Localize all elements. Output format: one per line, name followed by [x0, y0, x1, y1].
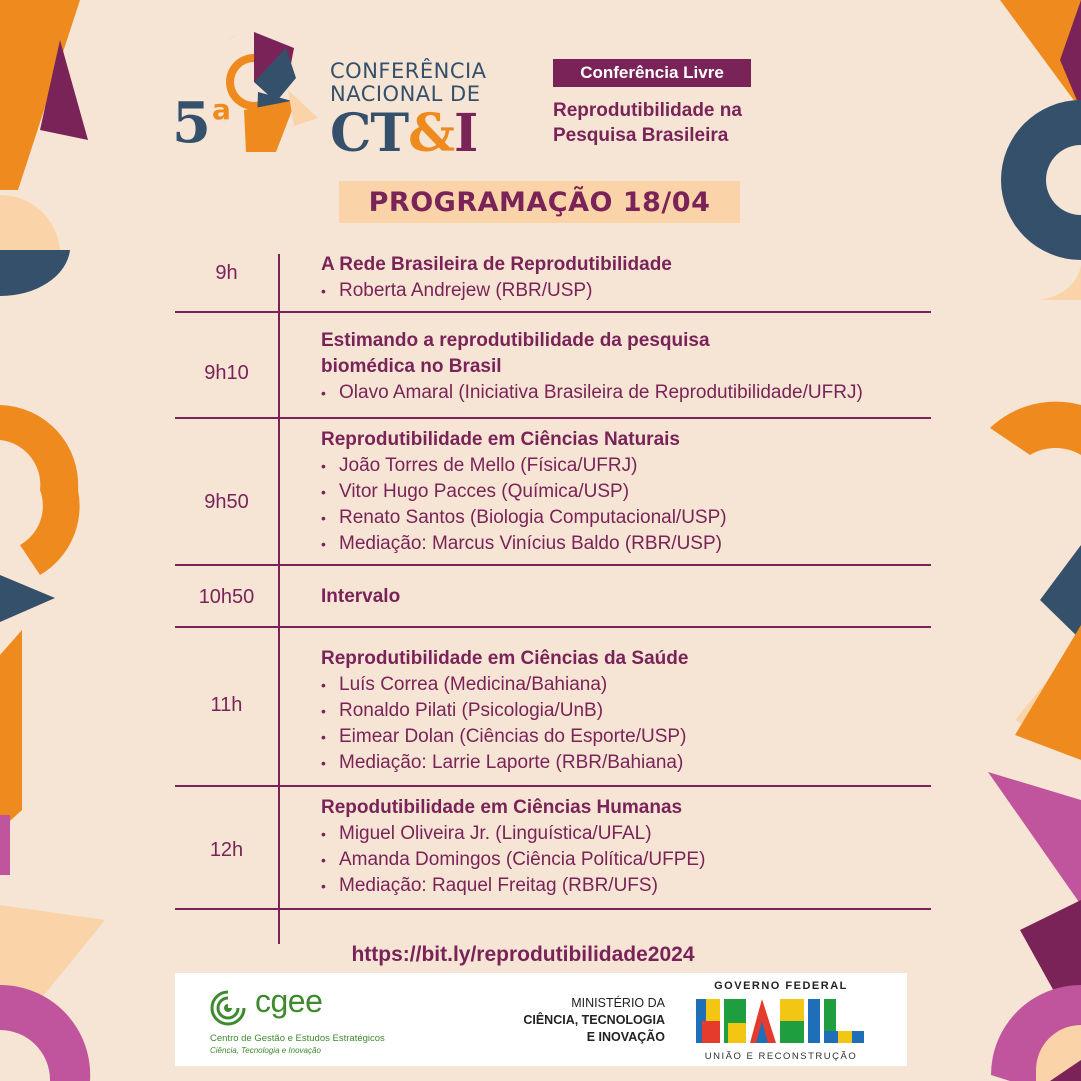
- brasil-logo: [696, 995, 866, 1047]
- subtitle-line-2: Pesquisa Brasileira: [553, 125, 729, 146]
- logo-ct: CT: [330, 103, 409, 164]
- speaker-list: [321, 278, 592, 304]
- speaker-list: [321, 380, 863, 406]
- row-time: 10h50: [198, 586, 255, 608]
- row-divider: [175, 908, 931, 910]
- row-title: Repodutibilidade em Ciências Humanas: [321, 797, 683, 818]
- speaker-list: [321, 821, 705, 899]
- speaker-item: • Eimear Dolan (Ciências do Esporte/USP): [321, 724, 686, 750]
- logo-amp: &: [408, 103, 455, 164]
- speaker-item: • João Torres de Mello (Física/UFRJ): [321, 453, 727, 479]
- event-link[interactable]: https://bit.ly/reprodutibilidade2024: [351, 943, 695, 966]
- event-subtitle: [553, 98, 873, 148]
- cgee-wordmark: cgee: [255, 983, 323, 1019]
- sponsor-footer: [175, 973, 907, 1066]
- row-divider: [175, 564, 931, 566]
- speaker-item: • Vitor Hugo Pacces (Química/USP): [321, 479, 727, 505]
- row-divider: [175, 311, 931, 313]
- row-divider: [175, 626, 931, 628]
- subtitle-line-1: Reprodutibilidade na: [553, 100, 742, 121]
- ministry-line-1: MINISTÉRIO DA: [571, 996, 665, 1010]
- row-title-line-2: biomédica no Brasil: [321, 356, 502, 377]
- row-title: Reprodutibilidade em Ciências da Saúde: [321, 648, 689, 669]
- logo-number: 5: [172, 90, 211, 156]
- row-time: 9h50: [204, 491, 249, 513]
- speaker-item: • Renato Santos (Biologia Computacional/USP): [321, 505, 727, 531]
- row-title: Intervalo: [321, 586, 401, 607]
- row-time: 9h10: [204, 362, 249, 384]
- program-title: PROGRAMAÇÃO 18/04: [339, 181, 740, 223]
- schedule-divider-vertical: [278, 254, 280, 944]
- cgee-swirl-icon: [210, 989, 250, 1027]
- speaker-list: [321, 453, 727, 557]
- row-title: A Rede Brasileira de Reprodutibilidade: [321, 254, 672, 275]
- ministry-name: [493, 995, 665, 1046]
- speaker-item: • Miguel Oliveira Jr. (Linguística/UFAL): [321, 821, 705, 847]
- cgee-full-name: Centro de Gestão e Estudos Estratégicos: [210, 1033, 385, 1044]
- speaker-item: • Olavo Amaral (Iniciativa Brasileira de Reprodutibilidade/UFRJ): [321, 380, 863, 406]
- speaker-item: • Ronaldo Pilati (Psicologia/UnB): [321, 698, 686, 724]
- government-label: GOVERNO FEDERAL: [714, 980, 848, 992]
- logo-ctei: [330, 103, 478, 164]
- speaker-item: • Mediação: Larrie Laporte (RBR/Bahiana): [321, 750, 686, 776]
- row-title-line-1: Estimando a reprodutibilidade da pesquisa: [321, 330, 710, 351]
- cgee-tagline: Ciência, Tecnologia e Inovação: [210, 1046, 321, 1055]
- row-time: 11h: [210, 694, 243, 716]
- logo-text: [330, 60, 487, 106]
- row-time: 12h: [209, 839, 244, 861]
- speaker-list: [321, 672, 686, 776]
- logo-line-1: CONFERÊNCIA: [330, 59, 487, 83]
- ministry-line-3: E INOVAÇÃO: [586, 1030, 665, 1044]
- ministry-line-2: CIÊNCIA, TECNOLOGIA: [523, 1013, 665, 1027]
- speaker-item: • Luís Correa (Medicina/Bahiana): [321, 672, 686, 698]
- row-title: Reprodutibilidade em Ciências Naturais: [321, 429, 680, 450]
- government-slogan: UNIÃO E RECONSTRUÇÃO: [704, 1051, 858, 1062]
- logo-line-2: NACIONAL DE: [330, 82, 481, 106]
- speaker-item: • Amanda Domingos (Ciência Política/UFPE): [321, 847, 705, 873]
- speaker-item: • Mediação: Raquel Freitag (RBR/UFS): [321, 873, 705, 899]
- speaker-item: • Mediação: Marcus Vinícius Baldo (RBR/USP): [321, 531, 727, 557]
- row-time: 9h: [215, 262, 238, 284]
- row-divider: [175, 785, 931, 787]
- event-type-badge: Conferência Livre: [553, 59, 751, 87]
- logo-i: I: [454, 103, 478, 164]
- row-divider: [175, 417, 931, 419]
- speaker-item: • Roberta Andrejew (RBR/USP): [321, 278, 592, 304]
- logo-superscript: a: [212, 93, 231, 126]
